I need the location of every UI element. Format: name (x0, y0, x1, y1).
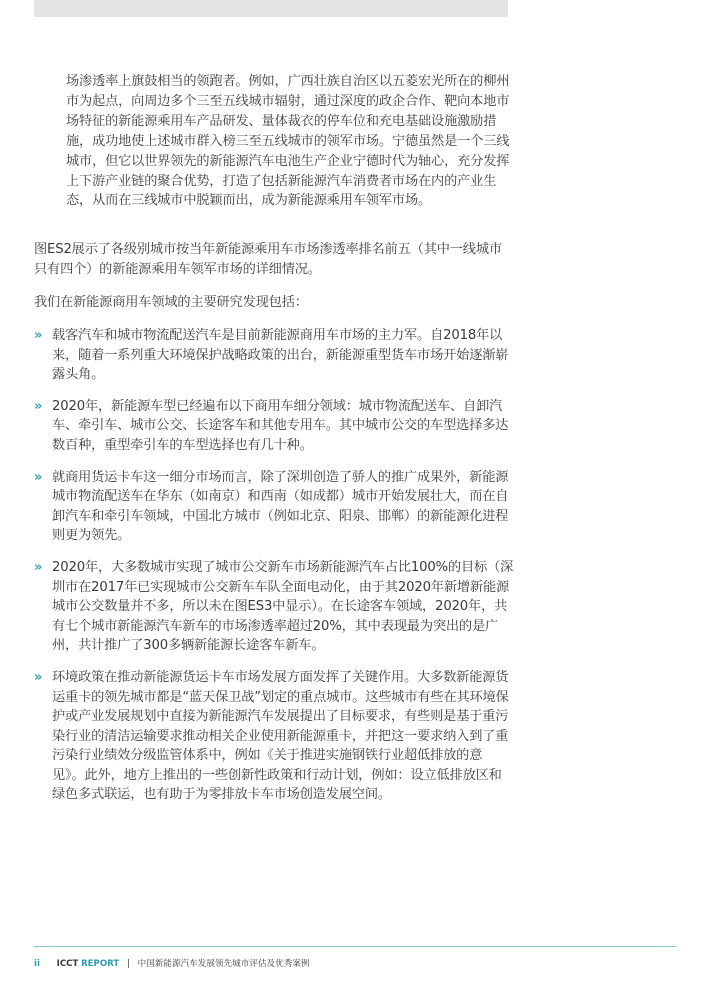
footer-separator: | (126, 959, 130, 969)
footer-divider (34, 946, 676, 947)
page-number: ii (34, 959, 40, 969)
page-footer (34, 957, 310, 971)
list-item-text: 环境政策在推动新能源货运卡车市场发展方面发挥了关键作用。大多数新能源货运重卡的领先城市都是“蓝天保卫战”划定的重点城市。这些城市有些在其环境保护或产业发展规划中直接为新能源汽车发展提出了目标要求，有些则是基于重污染行业的清洁运输要求推动相关企业使用新能源重卡，并把这一要求纳入到了重污染行业绩效分级监管体系中，例如《关于推进实施钢铁行业超低排放的意见》。此外，地方上推出的一些创新性政策和行动计划，例如：设立低排放区和绿色多式联运，也有助于为零排放卡车市场创造发展空间。 (52, 669, 509, 803)
indented-paragraph: 场渗透率上旗鼓相当的领跑者。例如，广西壮族自治区以五菱宏光所在的柳州市为起点，向周边多个三至五线城市辐射，通过深度的政企合作、靶向本地市场特征的新能源乘用车产品研发、量体裁衣的停车位和充电基础设施激励措施，成功地使上述城市群入榜三至五线城市的领军市场。宁德虽然是一个三线城市，但它以世界领先的新能源汽车电池生产企业宁德时代为轴心，充分发挥上下游产业链的聚合优势，打造了包括新能源汽车消费者市场在内的产业生态，从而在三线城市中脱颖而出，成为新能源乘用车领军市场。 (66, 74, 510, 209)
list-item-text: 就商用货运卡车这一细分市场而言，除了深圳创造了骄人的推广成果外，新能源城市物流配送车在华东（如南京）和西南（如成都）城市开始发展壮大，而在自卸汽车和牵引车领域，中国北方城市（例如北京、阳泉、邯郸）的新能源化进程则更为领先。 (52, 469, 509, 544)
list-item-text: 2020年，新能源车型已经遍布以下商用车细分领域：城市物流配送车、自卸汽车、牵引车、城市公交、长途客车和其他专用车。其中城市公交的车型选择多达数百种，重型牵引车的车型选择也有几十种。 (52, 398, 509, 453)
bullet-chevron-icon: » (34, 328, 43, 343)
bullet-chevron-icon: » (34, 469, 43, 485)
footer-title: 中国新能源汽车发展领先城市评估及优秀案例 (137, 959, 310, 969)
paragraph-intro: 我们在新能源商用车领域的主要研究发现包括： (34, 295, 308, 310)
list-item (34, 468, 514, 546)
footer-org: ICCT (56, 959, 79, 969)
bullet-chevron-icon: » (34, 398, 43, 414)
list-item-text: 载客汽车和城市物流配送汽车是目前新能源商用车市场的主力军。自2018年以来，随着一系列重大环境保护战略政策的出台，新能源重型货车市场开始逐渐崭露头角。 (52, 328, 509, 383)
list-item (34, 326, 514, 385)
list-item (34, 668, 514, 805)
footer-report-label: REPORT (81, 959, 120, 969)
bullet-chevron-icon: » (34, 669, 43, 685)
top-shaded-band (34, 0, 508, 17)
list-item (34, 397, 514, 456)
list-item-text: 2020年，大多数城市实现了城市公交新车市场新能源汽车占比100%的目标（深圳市在2017年已实现城市公交新车车队全面电动化，由于其2020年新增新能源城市公交数量并不多，所以未在图ES3中显示）。在长途客车领域，2020年，共有七个城市新能源汽车新车的市场渗透率超过20%，其中表现最为突出的是广州，共计推广了300多辆新能源长途客车新车。 (52, 559, 514, 654)
list-item (34, 558, 514, 656)
paragraph-es2: 图ES2展示了各级别城市按当年新能源乘用车市场渗透率排名前五（其中一线城市只有四个）的新能源乘用车领军市场的详细情况。 (34, 242, 502, 278)
bullet-chevron-icon: » (34, 559, 43, 575)
findings-list (34, 326, 514, 817)
